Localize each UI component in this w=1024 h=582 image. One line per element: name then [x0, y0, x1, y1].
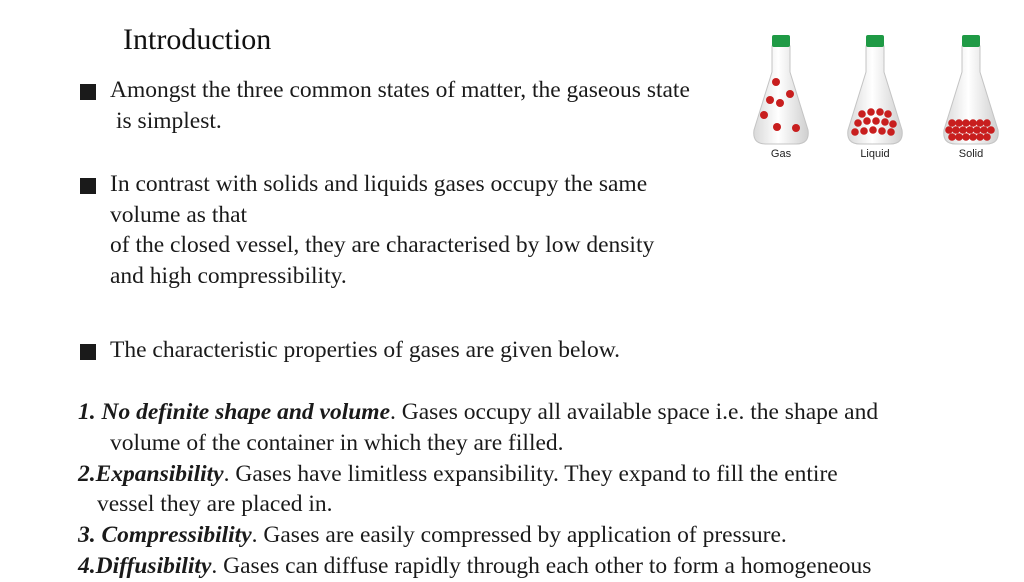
solid-label: Solid: [958, 148, 984, 160]
property-continuation: volume of the container in which they are filled.: [110, 429, 564, 456]
property-heading: 1. No definite shape and volume: [78, 399, 391, 425]
property-item: [78, 459, 978, 521]
bullet-square-icon: [80, 84, 96, 100]
states-of-matter-illustration: [748, 30, 1008, 170]
bullet-simplest-state: [80, 75, 750, 136]
bullet-text: The characteristic properties of gases are given below.: [110, 337, 621, 363]
slide-title: Introduction: [123, 23, 272, 56]
property-text: . Gases occupy all available space i.e. the shape and: [390, 399, 879, 425]
solid-flask-icon: [938, 30, 1004, 170]
property-text: . Gases are easily compressed by application of pressure.: [251, 522, 787, 549]
bullet-line: is simplest.: [116, 107, 222, 134]
bullet-square-icon: [80, 178, 96, 194]
bullet-line: of the closed vessel, they are characterised by low density: [110, 232, 655, 258]
bullet-square-icon: [80, 344, 96, 360]
property-item: [78, 397, 978, 459]
property-text: . Gases can diffuse rapidly through each other to form a homogeneous: [211, 552, 872, 579]
properties-list: [78, 397, 978, 582]
bullet-properties-intro: [80, 335, 720, 366]
liquid-flask-icon: [842, 30, 908, 170]
property-continuation: vessel they are placed in.: [97, 491, 333, 518]
bullet-text: [110, 75, 750, 136]
gas-flask-icon: [748, 30, 814, 170]
property-text: . Gases have limitless expansibility. They expand to fill the entire: [223, 460, 838, 487]
property-heading: 2.Expansibility: [78, 460, 224, 487]
property-heading: 4.Diffusibility: [78, 552, 212, 579]
bullet-text: [110, 169, 720, 291]
bullet-line: Amongst the three common states of matter, the gaseous state: [110, 77, 690, 103]
property-item: [78, 520, 978, 551]
property-heading: 3. Compressibility: [78, 522, 252, 549]
property-item: [78, 551, 978, 582]
liquid-label: Liquid: [860, 148, 890, 160]
bullet-line: In contrast with solids and liquids gases occupy the same: [110, 171, 648, 197]
gas-label: Gas: [770, 148, 792, 160]
bullet-line: volume as that: [110, 201, 248, 228]
bullet-line: and high compressibility.: [110, 262, 347, 289]
bullet-gas-contrast: [80, 169, 720, 291]
